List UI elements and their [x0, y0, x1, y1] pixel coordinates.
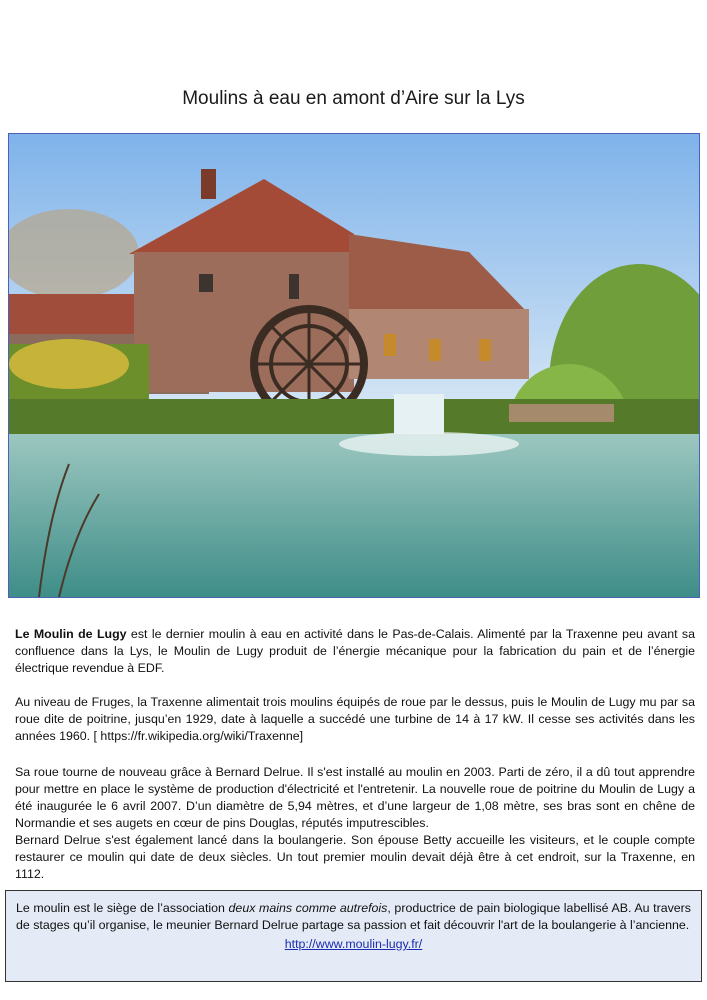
paragraph-history: Au niveau de Fruges, la Traxenne alimentait trois moulins équipés de roue par le dessus, puis le Moulin de Lugy mu par sa roue dite de poitrine, jusqu’en 1929, date à laquelle a succédé une turbine de 14 à 17 kW. Il cesse ses activités dans les années 1960. [ https://fr.wikipedia.org/wiki/Traxenne] — [15, 695, 695, 743]
moulin-name: Le Moulin de Lugy — [15, 627, 127, 641]
paragraph-wheel: Sa roue tourne de nouveau grâce à Bernard Delrue. Il s'est installé au moulin en 2003. Parti de zéro, il a dû tout apprendre pour mettre en place le système de production d'électricité et l'entretenir. La nouvelle roue de poitrine du Moulin de Lugy a été inaugurée le 6 avril 2007. D’un diamètre de 5,94 mètres, et d’une largeur de 1,08 mètre, ses bras sont en chêne de Normandie et ses augets en cœur de pins Douglas, réputés imputrescibles. — [15, 765, 695, 830]
paragraph-intro-text: est le dernier moulin à eau en activité dans le Pas-de-Calais. Alimenté par la Traxenne peu avant sa confluence dans la Lys, le Moulin de Lugy produit de l’énergie mécanique pour la fabrication du pain et de l’énergie électrique revendue à EDF. — [15, 627, 696, 675]
association-text-after: , productrice de pain biologique labellisé AB. Au travers de stages qu’il organise, le meunier Bernard Delrue partage sa passion et fait découvrir l'art de la boulangerie à l’ancienne. — [16, 901, 691, 932]
association-text-before: Le moulin est le siège de l’association — [16, 901, 229, 915]
link-row — [16, 936, 691, 953]
water-mill-illustration — [9, 134, 699, 597]
page-title: Moulins à eau en amont d’Aire sur la Lys — [182, 88, 525, 109]
association-text — [16, 900, 691, 934]
association-name: deux mains comme autrefois — [228, 901, 388, 915]
website-link[interactable]: http://www.moulin-lugy.fr/ — [284, 937, 423, 951]
paragraph-bakery: Bernard Delrue s'est également lancé dans la boulangerie. Son épouse Betty accueille les visiteurs, et le couple compte restaurer ce moulin qui date de deux siècles. Un tout premier moulin devait déjà être à cet endroit, sur la Traxenne, en 1112. — [15, 833, 695, 881]
paragraph-intro — [15, 626, 695, 677]
mill-photo — [8, 133, 700, 598]
association-box — [5, 890, 702, 982]
